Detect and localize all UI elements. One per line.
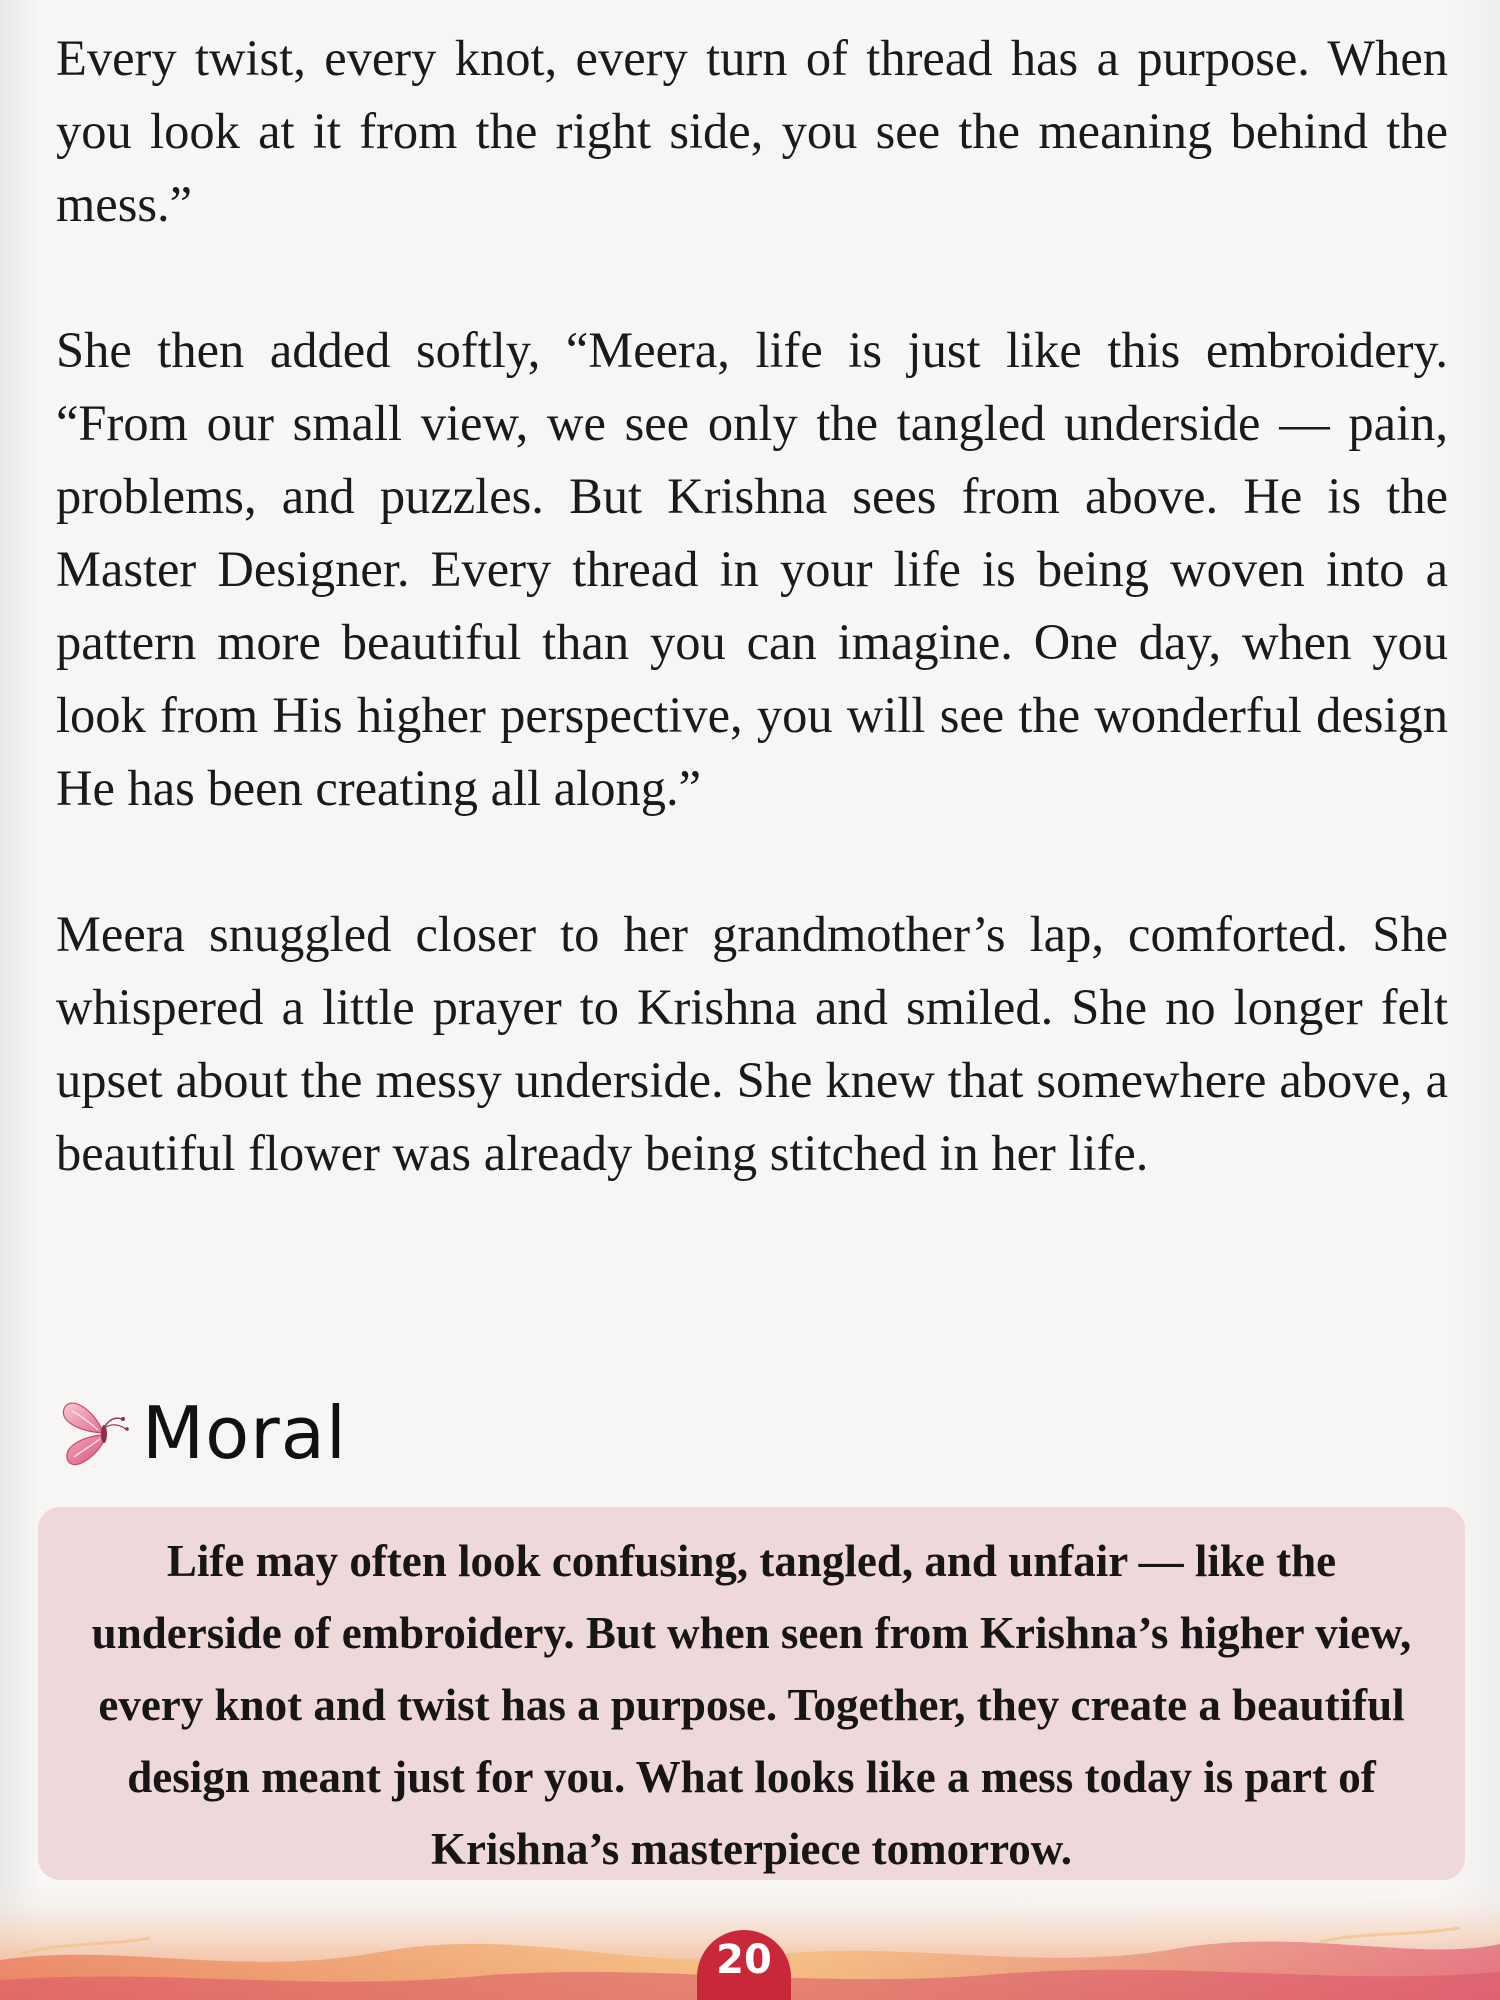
story-paragraph-1: Every twist, every knot, every turn of thread has a purpose. When you look at it from the right side, you see the meaning behind the mess.” (56, 30, 1448, 232)
moral-heading (58, 1388, 347, 1478)
story-paragraph-3: Meera snuggled closer to her grandmother’s lap, comforted. She whispered a little prayer to Krishna and smiled. She no longer felt upset about the messy underside. She knew that somewhere above, a beautiful flower was already being stitched in her life. (56, 906, 1448, 1181)
moral-title: Moral (142, 1391, 347, 1475)
moral-text: Life may often look confusing, tangled, and unfair — like the underside of embroidery. But when seen from Krishna’s higher view, every knot and twist has a purpose. Together, they create a beautiful design meant just for you. What looks like a mess today is part of Krishna’s masterpiece tomorrow. (91, 1536, 1412, 1874)
moral-box (38, 1507, 1465, 1880)
story-text (56, 22, 1448, 1263)
story-paragraph-2: She then added softly, “Meera, life is just like this embroidery. “From our small view, we see only the tangled underside — pain, problems, and puzzles. But Krishna sees from above. He is the Master Designer. Every thread in your life is being woven into a pattern more beautiful than you can imagine. One day, when you look from His higher perspective, you will see the wonderful design He has been creating all along.” (56, 322, 1448, 816)
page-number: 20 (716, 1937, 772, 1983)
butterfly-icon (58, 1389, 142, 1478)
